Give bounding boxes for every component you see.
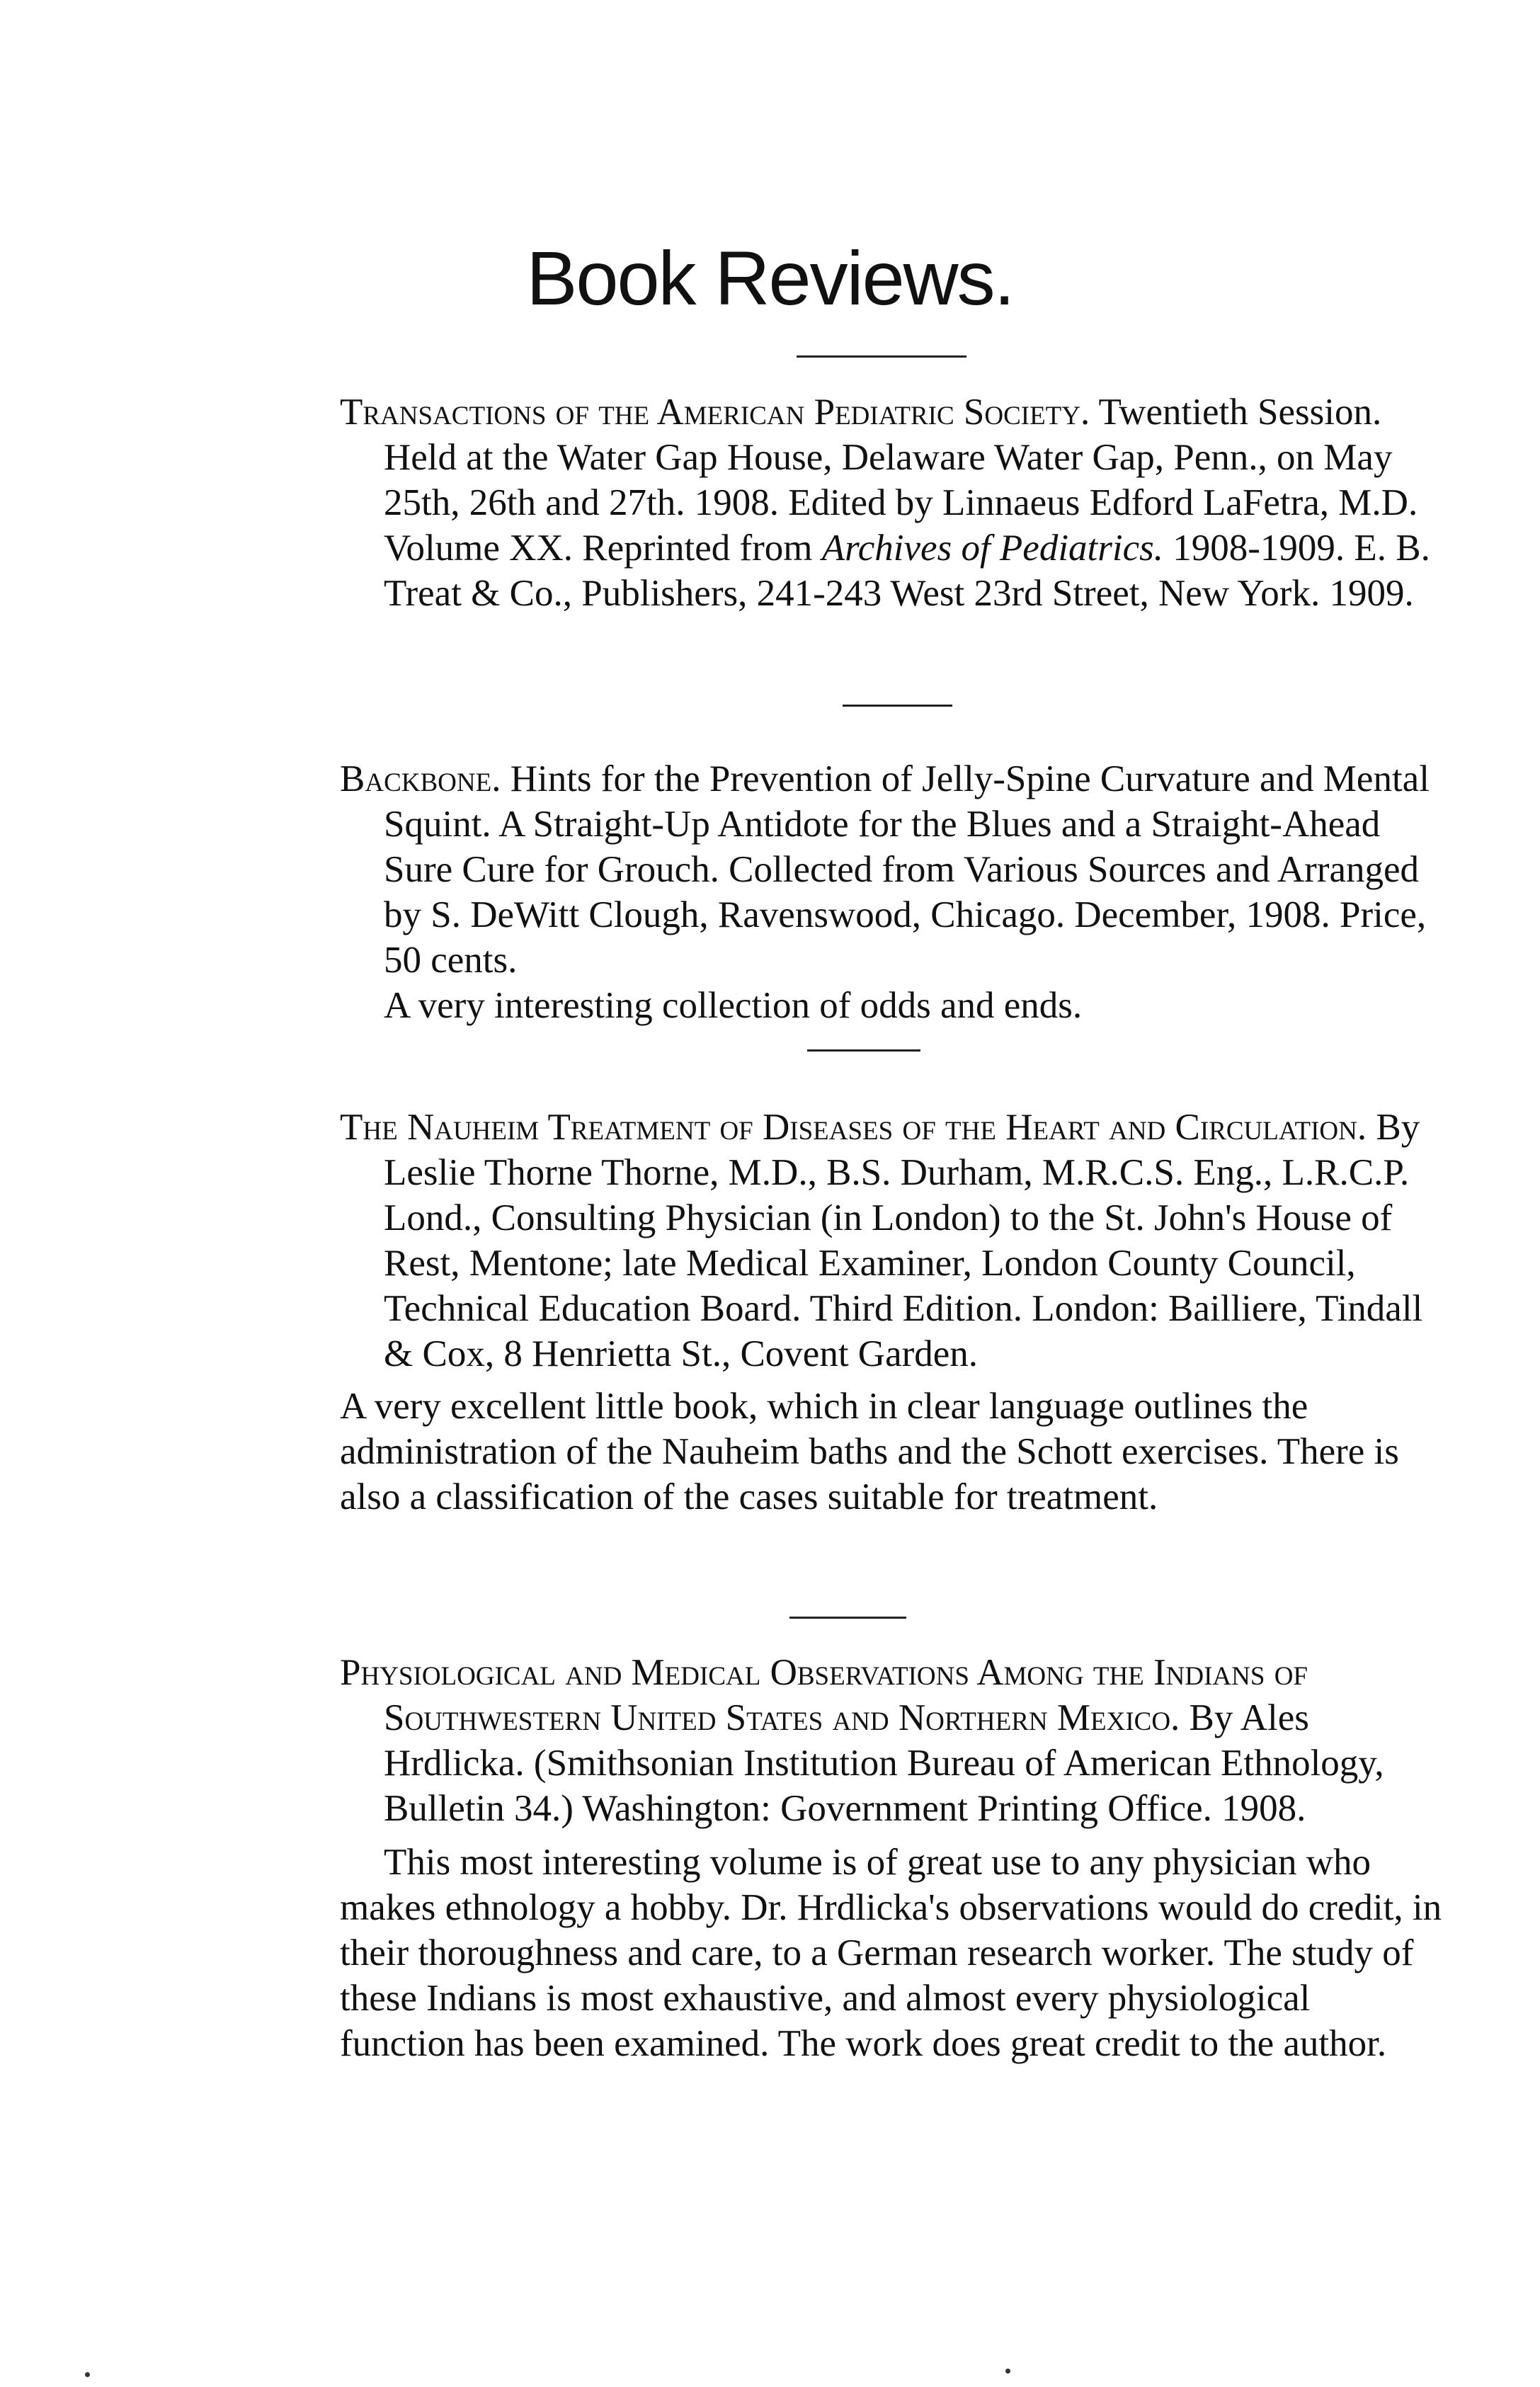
scan-speck <box>1005 2369 1010 2374</box>
review-heading: The Nauheim Treatment of Diseases of the Heart and Circulation. <box>340 1107 1367 1148</box>
section-divider <box>789 1617 906 1619</box>
review-comment-text: A very excellent little book, which in clear language outlines the administration of the Nauheim baths and the Schott exercises. There is also a classification of the cases suitable for treatment. <box>340 1386 1399 1517</box>
scan-speck <box>85 2372 90 2377</box>
review-comment <box>340 1384 1444 1520</box>
review-citation <box>340 756 1444 983</box>
review-entry-backbone <box>340 756 1444 1028</box>
page-title: Book Reviews. <box>526 235 1014 321</box>
review-comment-text: This most interesting volume is of great use to any physician who makes ethnology a hobby. Dr. Hrdlicka's observations would do credit, in their thoroughness and care, to a German research worker. The study of these Indians is most exhaustive, and almost every physiological function has been examined. The work does great credit to the author. <box>340 1842 1442 2064</box>
review-citation <box>340 1650 1444 1831</box>
review-comment <box>340 1840 1444 2066</box>
review-citation-text: Twentieth Session. Held at the Water Gap House, Delaware Water Gap, Penn., on May 25th, 26th and 27th. 1908. Edited by Linnaeus Edford LaFetra, M.D. Volume XX. Reprinted from <box>384 392 1418 569</box>
section-divider <box>843 705 952 707</box>
review-citation-publisher: 1908-1909. E. B. Treat & Co., Publishers, 241-243 West 23rd Street, New York. 1909. <box>384 528 1430 614</box>
review-citation-text: By Leslie Thorne Thorne, M.D., B.S. Durham, M.R.C.S. Eng., L.R.C.P. Lond., Consulting Physician (in London) to the St. John's House of Rest, Mentone; late Medical Examiner, London County Council, Technical Education Board. Third Edition. London: Bailliere, Tindall & Cox, 8 Henrietta St., Covent Garden. <box>384 1107 1423 1374</box>
section-divider <box>807 1049 920 1052</box>
review-citation <box>340 389 1444 616</box>
review-heading: Physiological and Medical Observations Among the Indians of Southwestern United States and Northern Mexico. <box>340 1652 1308 1738</box>
review-citation <box>340 1105 1444 1377</box>
title-divider <box>797 355 966 358</box>
review-comment-text: A very interesting collection of odds and ends. <box>384 985 1083 1026</box>
review-citation-text: By Ales Hrdlicka. (Smithsonian Institution Bureau of American Ethnology, Bulletin 34.) Washington: Government Printing Office. 1908. <box>384 1697 1384 1829</box>
review-heading: Transactions of the American Pediatric Society. <box>340 392 1090 433</box>
review-heading: Backbone. <box>340 758 501 799</box>
review-entry-transactions <box>340 389 1444 616</box>
review-citation-text: Hints for the Prevention of Jelly-Spine Curvature and Mental Squint. A Straight-Up Antidote for the Blues and a Straight-Ahead Sure Cure for Grouch. Collected from Various Sources and Arranged by S. DeWitt Clough, Ravenswood, Chicago. December, 1908. Price, 50 cents. <box>384 758 1430 981</box>
review-entry-hrdlicka <box>340 1650 1444 2066</box>
review-entry-nauheim <box>340 1105 1444 1520</box>
review-citation-journal: Archives of Pediatrics. <box>821 528 1164 569</box>
review-comment <box>340 983 1444 1028</box>
